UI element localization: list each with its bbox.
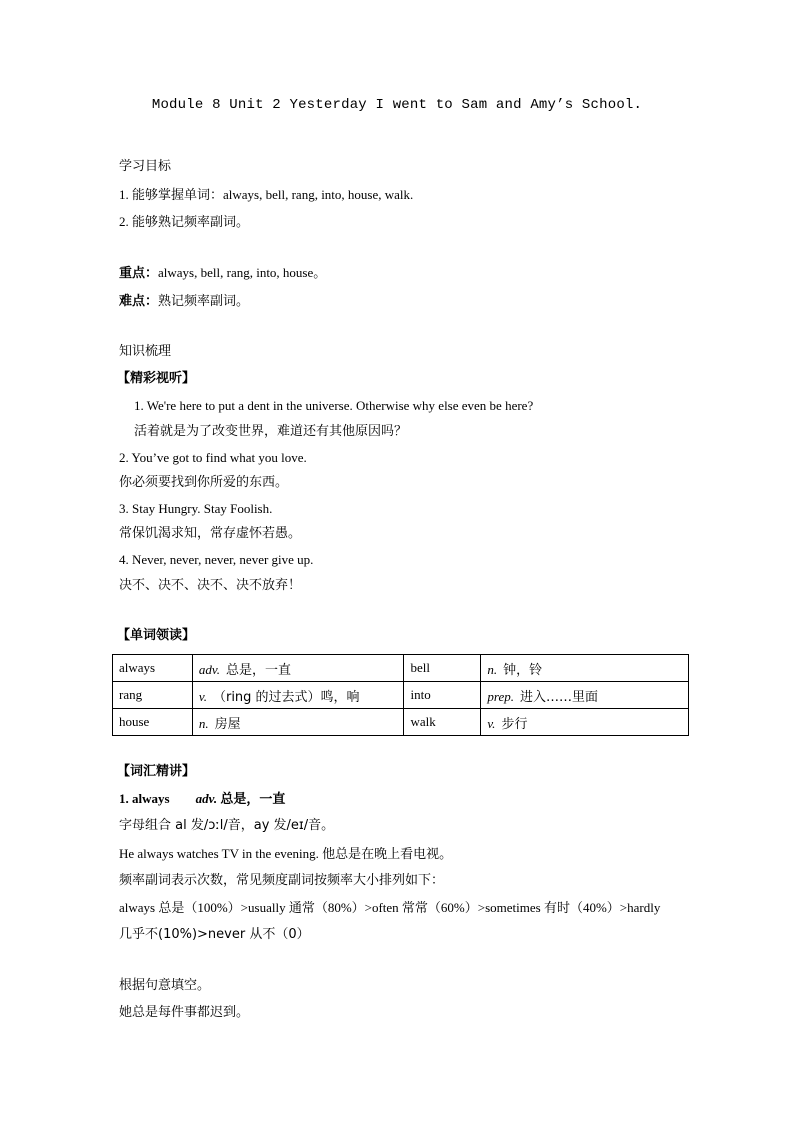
vocab-meaning: 总是，一直 [225, 662, 291, 678]
vocab-pos: prep. [487, 688, 514, 704]
vocab-meaning-cell [481, 655, 689, 682]
vocab-meaning: 钟，铃 [503, 662, 543, 678]
quote-en: 3. Stay Hungry. Stay Foolish. [119, 501, 273, 516]
vocab-pos: v. [487, 715, 496, 731]
quote-en: 2. You’ve got to find what you love. [119, 450, 307, 465]
table-row [113, 682, 689, 709]
vocab-word: always [113, 655, 193, 682]
video-heading: 【精彩视听】 [117, 371, 196, 386]
pronunciation-note: 字母组合 al 发/ɔːl/音，ay 发/eɪ/音。 [119, 818, 335, 833]
objective-item: 1. 能够掌握单词：always, bell, rang, into, house, walk. [119, 187, 414, 202]
vocab-meaning-cell [481, 682, 689, 709]
vocab-meaning-cell [192, 682, 404, 709]
frequency-ranking: 几乎不(10%)>never 从不（0） [119, 927, 310, 942]
vocab-word: walk [404, 709, 481, 736]
vocab-word: into [404, 682, 481, 709]
explanation-heading: 【词汇精讲】 [117, 764, 196, 779]
difficult-text: 熟记频率副词。 [158, 294, 250, 309]
difficult-point [119, 292, 249, 311]
entry-header [119, 790, 285, 809]
example-sentence: He always watches TV in the evening. 他总是在晚上看电视。 [119, 846, 453, 861]
quote-en: 4. Never, never, never, never give up. [119, 552, 314, 567]
vocab-pos: v. [198, 688, 207, 704]
vocab-meaning-cell [192, 709, 404, 736]
vocab-table [112, 654, 689, 736]
exercise-item: 她总是每件事都迟到。 [119, 1005, 250, 1020]
quote-en: 1. We're here to put a dent in the universe. Otherwise why else even be here? [134, 398, 534, 413]
vocab-pos: adv. [198, 661, 220, 677]
difficult-label: 难点： [119, 294, 159, 309]
objectives-heading: 学习目标 [119, 159, 172, 174]
entry-word: 1. always [119, 791, 170, 806]
document-title: Module 8 Unit 2 Yesterday I went to Sam and Amy’s School. [151, 97, 643, 113]
important-label: 重点： [119, 266, 159, 281]
vocab-heading: 【单词领读】 [117, 628, 196, 643]
objective-item: 2. 能够熟记频率副词。 [119, 214, 250, 229]
knowledge-heading: 知识梳理 [119, 344, 172, 359]
frequency-ranking: always 总是（100%）>usually 通常（80%）>often 常常（60%）>sometimes 有时（40%）>hardly [119, 900, 661, 915]
vocab-pos: n. [198, 715, 209, 731]
quote-cn: 你必须要找到你所爱的东西。 [119, 475, 289, 490]
frequency-note: 频率副词表示次数，常见频度副词按频率大小排列如下： [119, 873, 445, 888]
entry-meaning: 总是，一直 [220, 792, 286, 807]
vocab-word: bell [404, 655, 481, 682]
vocab-meaning-cell [192, 655, 404, 682]
quote-cn: 活着就是为了改变世界，难道还有其他原因吗？ [134, 424, 408, 439]
quote-cn: 常保饥渴求知，常存虚怀若愚。 [119, 526, 302, 541]
vocab-meaning-cell [481, 709, 689, 736]
vocab-meaning: 房屋 [214, 716, 241, 732]
entry-pos: adv. [195, 791, 218, 806]
vocab-meaning: 进入……里面 [519, 689, 598, 705]
exercise-heading: 根据句意填空。 [119, 978, 211, 993]
quote-cn: 决不、决不、决不、决不放弃！ [119, 578, 302, 593]
table-row [113, 709, 689, 736]
vocab-word: rang [113, 682, 193, 709]
vocab-word: house [113, 709, 193, 736]
important-point [119, 264, 326, 283]
vocab-meaning: （ring 的过去式）鸣，响 [212, 689, 360, 705]
vocab-meaning: 步行 [501, 716, 528, 732]
table-row [113, 655, 689, 682]
vocab-pos: n. [487, 661, 498, 677]
important-text: always, bell, rang, into, house。 [158, 265, 327, 280]
